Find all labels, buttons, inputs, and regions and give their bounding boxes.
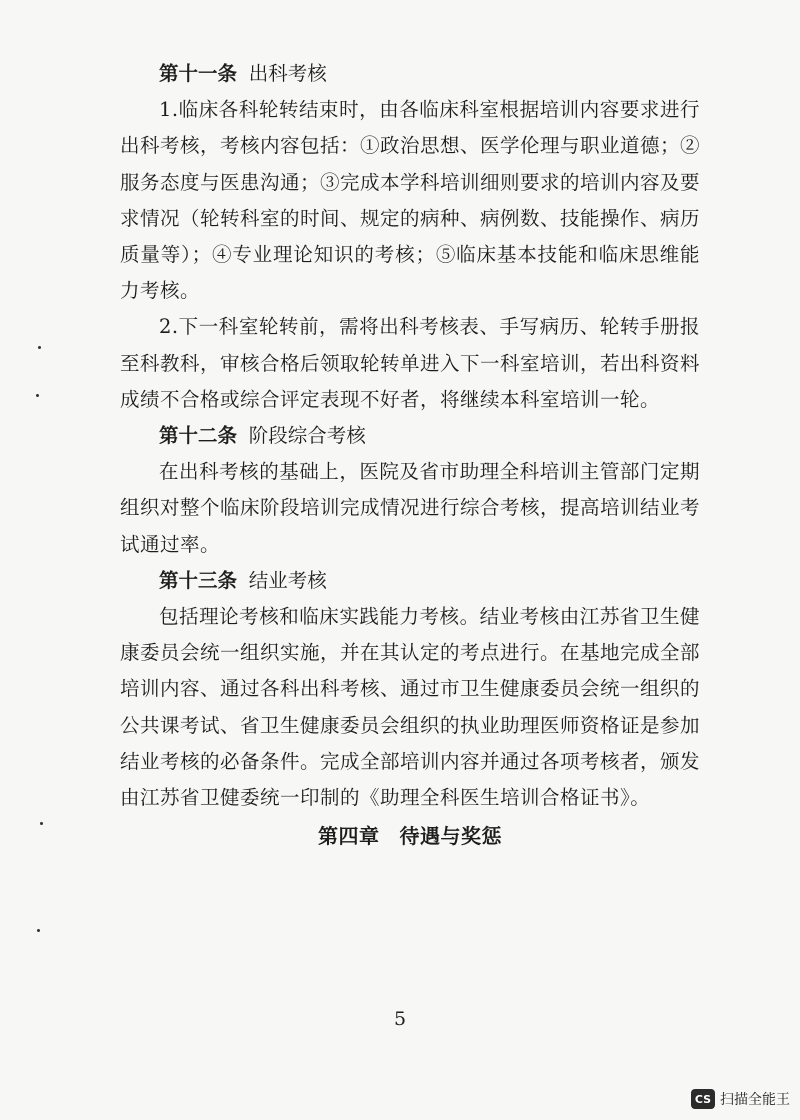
camscanner-logo-icon: CS (691, 1089, 715, 1109)
scan-speck (37, 929, 40, 932)
article-label: 第十三条 (159, 568, 238, 592)
article-title: 出科考核 (248, 62, 327, 85)
chapter-label: 第四章 (318, 824, 380, 849)
document-body (120, 56, 700, 854)
watermark-app-name: 扫描全能王 (720, 1092, 790, 1108)
chapter-4-heading (120, 818, 700, 854)
scanner-watermark (691, 1086, 790, 1112)
scan-speck (38, 346, 41, 349)
scan-speck (40, 822, 43, 825)
article-title: 结业考核 (248, 568, 327, 592)
article-title: 阶段综合考核 (248, 424, 366, 448)
article-12-paragraph-1: 在出科考核的基础上，医院及省市助理全科培训主管部门定期组织对整个临床阶段培训完成情况进行综合考核，提高培训结业考试通过率。 (120, 460, 701, 556)
article-11-paragraph-2: 2.下一科室轮转前，需将出科考核表、手写病历、轮转手册报至科教科，审核合格后领取轮转单进入下一科室培训，若出科资料成绩不合格或综合评定表现不好者，将继续本科室培训一轮。 (120, 315, 701, 411)
article-11-heading (120, 56, 700, 92)
page-number: 5 (393, 1008, 407, 1030)
chapter-title: 待遇与奖惩 (399, 824, 502, 849)
scan-speck (36, 394, 39, 397)
article-11-paragraph-1: 1.临床各科轮转结束时，由各临床科室根据培训内容要求进行出科考核，考核内容包括：①政治思想、医学伦理与职业道德；②服务态度与医患沟通；③完成本学科培训细则要求的培训内容及要求情况（轮转科室的时间、规定的病种、病例数、技能操作、病历质量等）；④专业理论知识的考核；⑤临床基本技能和临床思维能力考核。 (120, 98, 701, 303)
article-13-heading (120, 563, 700, 599)
article-label: 第十一条 (159, 62, 238, 85)
article-label: 第十二条 (159, 424, 238, 448)
article-13-paragraph-1: 包括理论考核和临床实践能力考核。结业考核由江苏省卫生健康委员会统一组织实施，并在其认定的考点进行。在基地完成全部培训内容、通过各科出科考核、通过市卫生健康委员会统一组织的公共课考试、省卫生健康委员会组织的执业助理医师资格证是参加结业考核的必备条件。完成全部培训内容并通过各项考核者，颁发由江苏省卫健委统一印制的《助理全科医生培训合格证书》。 (120, 605, 701, 810)
article-12-heading (120, 418, 700, 454)
